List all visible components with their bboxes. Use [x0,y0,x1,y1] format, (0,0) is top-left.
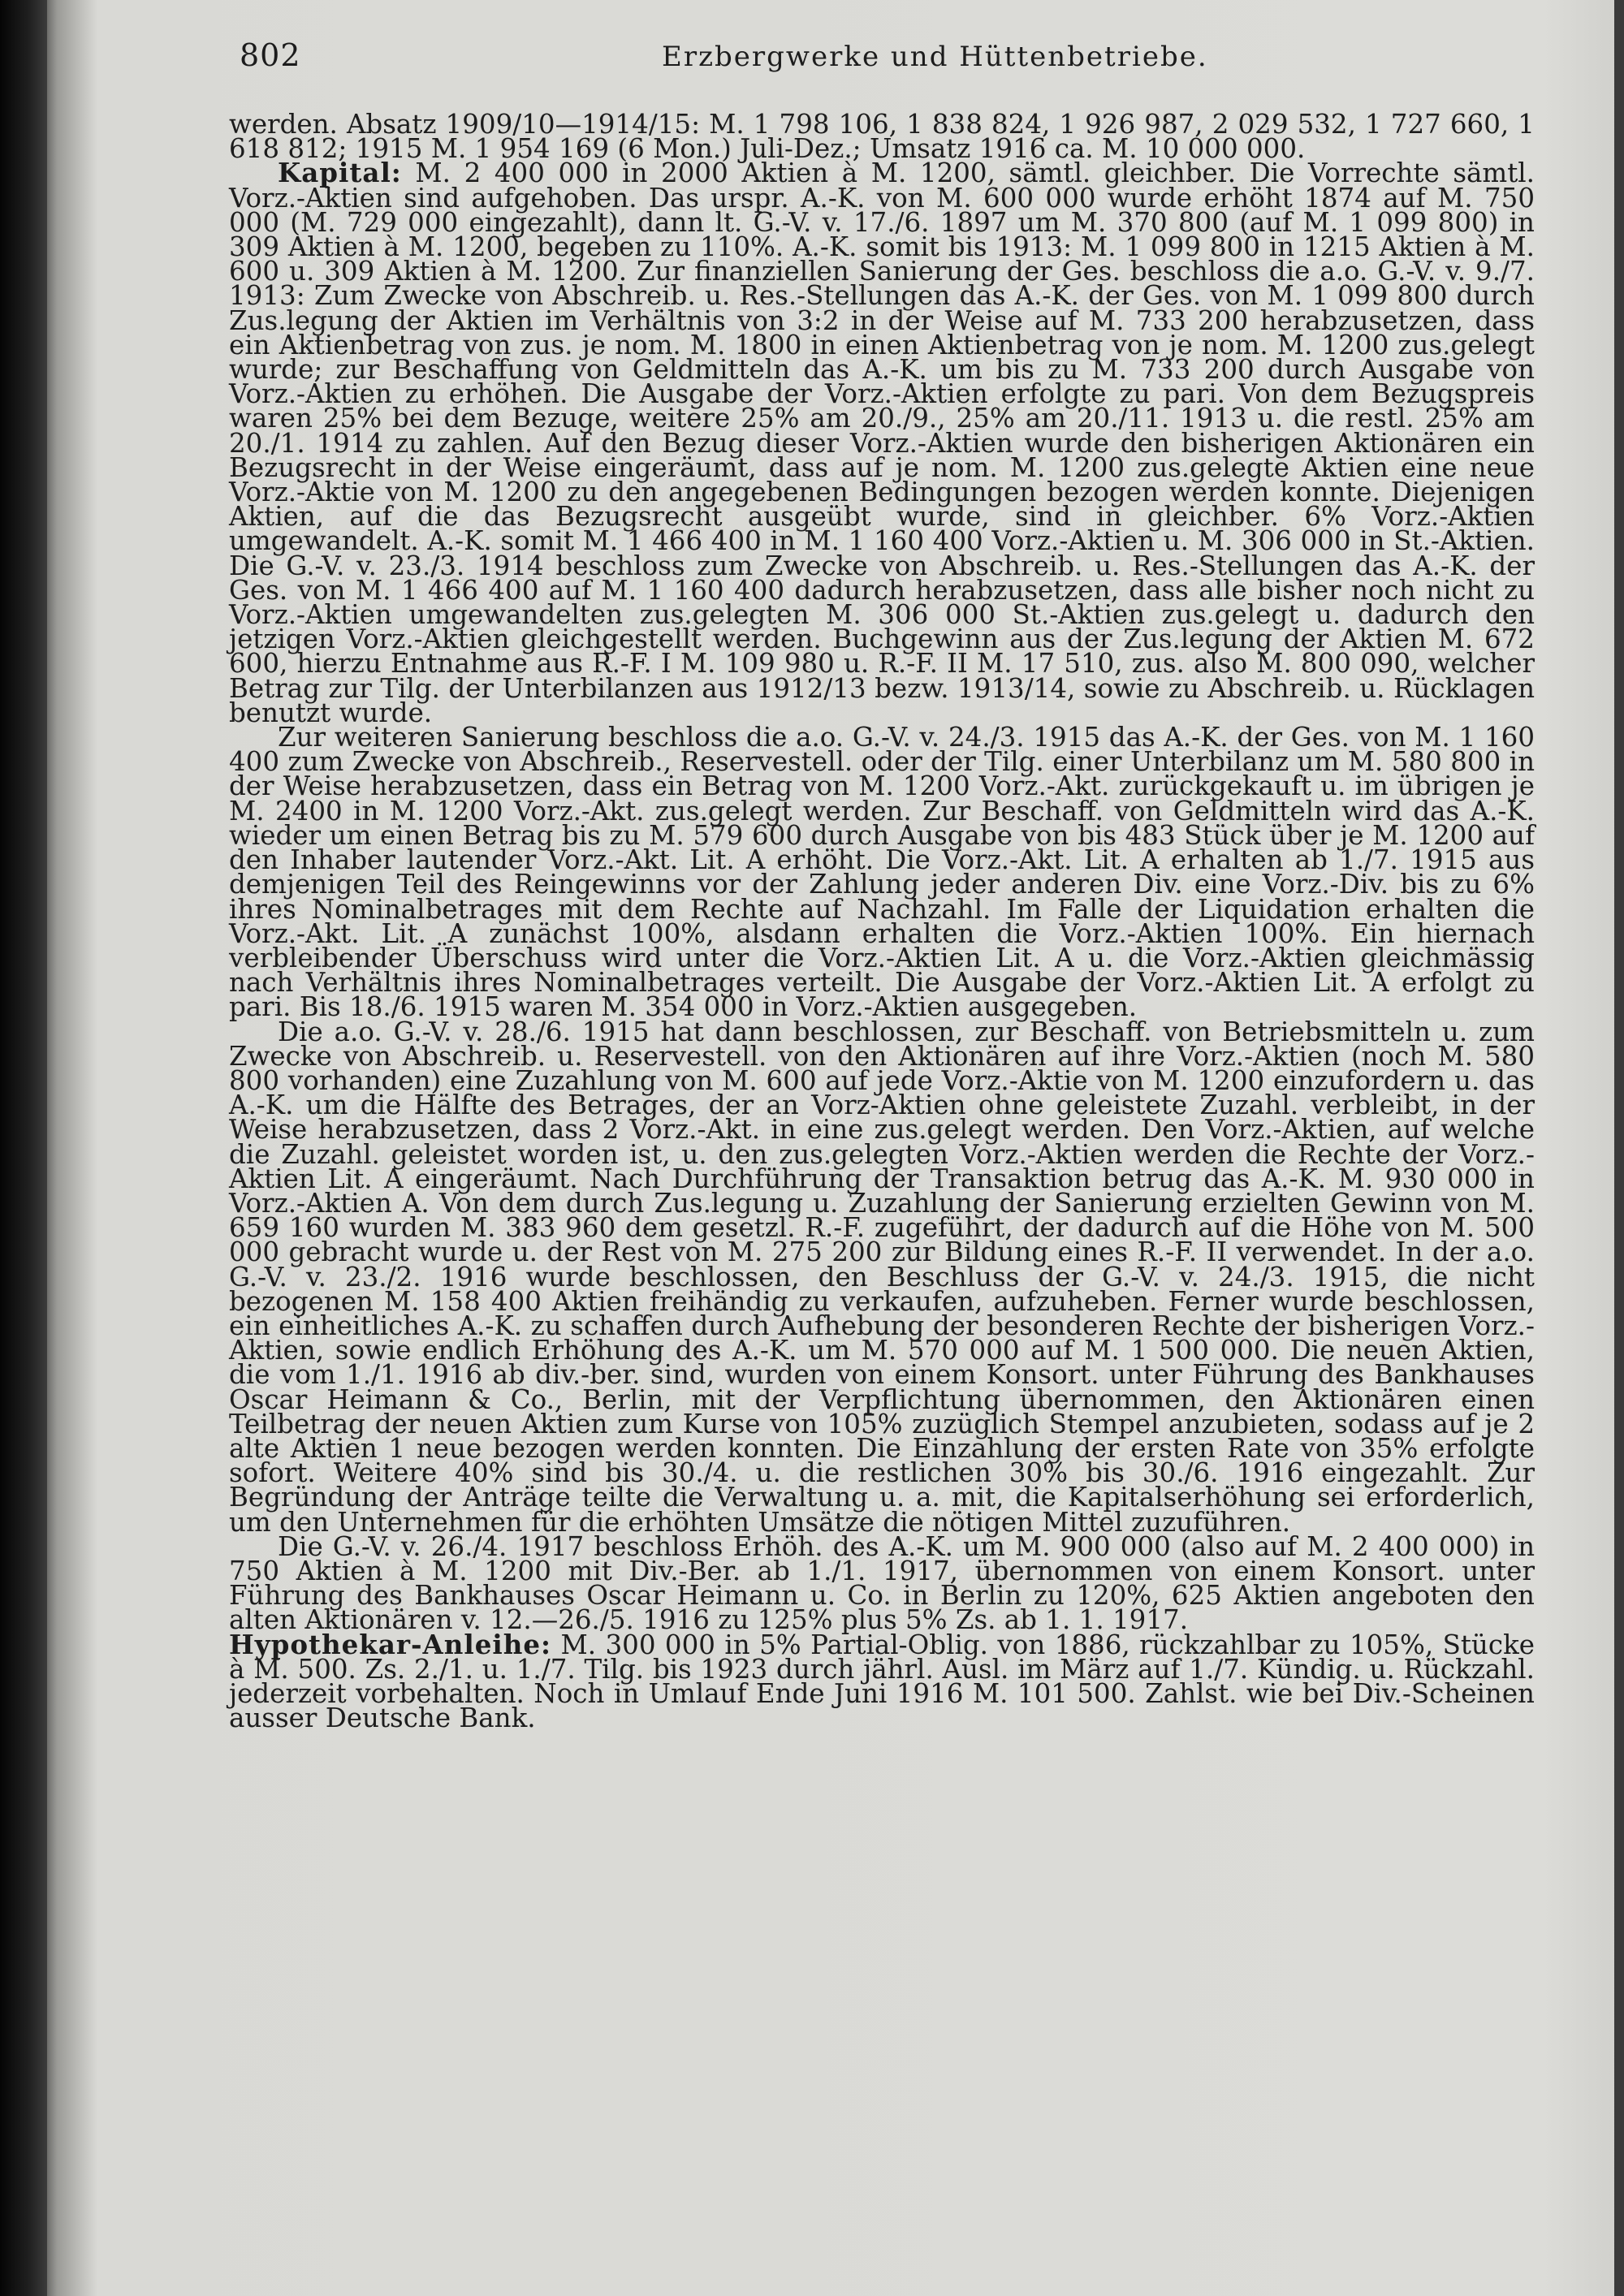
page-number: 802 [240,37,301,73]
paragraph-text: Die G.-V. v. 26./4. 1917 beschloss Erhöh. des A.-K. um M. 900 000 (also auf M. 2 400 000) in 750 Aktien à M. 1200 mit Div.-Ber. ab 1./1. 1917, übernommen von einem Konsort. unter Führung des Bankhauses Oscar Heimann u. Co. in Berlin zu 120%, 625 Aktien angeboten den alten Aktionären v. 12.—26./5. 1916 zu 125% plus 5% Zs. ab 1. 1. 1917. [229,1530,1535,1636]
book-spine-shadow [0,0,47,2296]
running-title: Erzbergwerke und Hüttenbetriebe. [662,41,1208,73]
section-heading-kapital: Kapital: [278,157,402,189]
page-header [240,37,1531,86]
paragraph-gv-1917 [229,1530,1535,1636]
paragraph-gv-1915-06 [229,1016,1535,1538]
paragraph-text: M. 2 400 000 in 2000 Aktien à M. 1200, sämtl. gleichber. Die Vorrechte sämtl. Vorz.-Aktien sind aufgehoben. Das urspr. A.-K. von M. 600 000 wurde erhöht 1874 auf M. 750 000 (M. 729 000 eingezahlt), dann lt. G.-V. v. 17./6. 1897 um M. 370 800 (auf M. 1 099 800) in 309 Aktien à M. 1200, begeben zu 110%. A.-K. somit bis 1913: M. 1 099 800 in 1215 Aktien à M. 600 u. 309 Aktien à M. 1200. Zur finanziellen Sanierung der Ges. beschloss die a.o. G.-V. v. 9./7. 1913: Zum Zwecke von Abschreib. u. Res.-Stellungen das A.-K. der Ges. von M. 1 099 800 durch Zus.legung der Aktien im Verhältnis von 3:2 in der Weise auf M. 733 200 herabzusetzen, dass ein Aktienbetrag von zus. je nom. M. 1800 in einen Aktienbetrag von je nom. M. 1200 zus.gelegt wurde; zur Beschaffung von Geldmitteln das A.-K. um bis zu M. 733 200 durch Ausgabe von Vorz.-Aktien zu erhöhen. Die Ausgabe der Vorz.-Aktien erfolgte zu pari. Von dem Bezugspreis waren 25% bei dem Bezuge, weitere 25% am 20./9., 25% am 20./11. 1913 u. die restl. 25% am 20./1. 1914 zu zahlen. Auf den Bezug dieser Vorz.-Aktien wurde den bisherigen Aktionären ein Bezugsrecht in der Weise eingeräumt, dass auf je nom. M. 1200 zus.gelegte Aktien eine neue Vorz.-Aktie von M. 1200 zu den angegebenen Bedingungen bezogen werden konnte. Diejenigen Aktien, auf die das Bezugsrecht ausgeübt wurde, sind in gleichber. 6% Vorz.-Aktien umgewandelt. A.-K. somit M. 1 466 400 in M. 1 160 400 Vorz.-Aktien u. M. 306 000 in St.-Aktien. Die G.-V. v. 23./3. 1914 beschloss zum Zwecke von Abschreib. u. Res.-Stellungen das A.-K. der Ges. von M. 1 466 400 auf M. 1 160 400 dadurch herabzusetzen, dass alle bisher noch nicht zu Vorz.-Aktien umgewandelten zus.gelegten M. 306 000 St.-Aktien zus.gelegt u. dadurch den jetzigen Vorz.-Aktien gleichgestellt werden. Buchgewinn aus der Zus.legung der Aktien M. 672 600, hierzu Entnahme aus R.-F. I M. 109 980 u. R.-F. II M. 17 510, zus. also M. 800 090, welcher Betrag zur Tilg. der Unterbilanzen aus 1912/13 bezw. 1913/14, sowie zu Abschreib. u. Rücklagen benutzt wurde. [229,158,1535,728]
paragraph-hypothekar-anleihe [229,1628,1535,1734]
facing-page-edge [1614,0,1624,2296]
section-heading-hypothekar: Hypothekar-Anleihe: [229,1628,552,1660]
paragraph-text: Zur weiteren Sanierung beschloss die a.o. G.-V. v. 24./3. 1915 das A.-K. der Ges. von M. 1 160 400 zum Zwecke von Abschreib., Reservestell. oder der Tilg. einer Unterbilanz um M. 580 800 in der Weise herabzusetzen, dass ein Betrag von M. 1200 Vorz.-Akt. zurückgekauft u. im übrigen je M. 2400 in M. 1200 Vorz.-Akt. zus.gelegt werden. Zur Beschaff. von Geldmitteln wird das A.-K. wieder um einen Betrag bis zu M. 579 600 durch Ausgabe von bis 483 Stück über je M. 1200 auf den Inhaber lautender Vorz.-Akt. Lit. A erhöht. Die Vorz.-Akt. Lit. A erhalten ab 1./7. 1915 aus demjenigen Teil des Reingewinns vor der Zahlung jeder anderen Div. eine Vorz.-Div. bis zu 6% ihres Nominalbetrages mit dem Rechte auf Nachzahl. Im Falle der Liquidation erhalten die Vorz.-Akt. Lit. A zunächst 100%, alsdann erhalten die Vorz.-Aktien 100%. Ein hiernach verbleibender Überschuss wird unter die Vorz.-Aktien Lit. A u. die Vorz.-Aktien gleichmässig nach Verhältnis ihres Nominalbetrages verteilt. Die Ausgabe der Vorz.-Aktien Lit. A erfolgt zu pari. Bis 18./6. 1915 waren M. 354 000 in Vorz.-Aktien ausgegeben. [229,722,1535,1023]
paragraph-absatz [229,109,1535,165]
paragraph-text: Die a.o. G.-V. v. 28./6. 1915 hat dann beschlossen, zur Beschaff. von Betriebsmitteln u. zum Zwecke von Abschreib. u. Reservestell. von den Aktionären auf ihre Vorz.-Aktien (noch M. 580 800 vorhanden) eine Zuzahlung von M. 600 auf jede Vorz.-Aktie von M. 1200 einzufordern u. das A.-K. um die Hälfte des Betrages, der an Vorz-Aktien ohne geleistete Zuzahl. verbleibt, in der Weise herabzusetzen, dass 2 Vorz.-Akt. in eine zus.gelegt werden. Den Vorz.-Aktien, auf welche die Zuzahl. geleistet worden ist, u. den zus.gelegten Vorz.-Aktien werden die Rechte der Vorz.-Aktien Lit. A eingeräumt. Nach Durchführung der Transaktion betrug das A.-K. M. 930 000 in Vorz.-Aktien A. Von dem durch Zus.legung u. Zuzahlung der Sanierung erzielten Gewinn von M. 659 160 wurden M. 383 960 dem gesetzl. R.-F. zugeführt, der dadurch auf die Höhe von M. 500 000 gebracht wurde u. der Rest von M. 275 200 zur Bildung eines R.-F. II verwendet. In der a.o. G.-V. v. 23./2. 1916 wurde beschlossen, den Beschluss der G.-V. v. 24./3. 1915, die nicht bezogenen M. 158 400 Aktien freihändig zu verkaufen, aufzuheben. Ferner wurde beschlossen, ein einheitliches A.-K. zu schaffen durch Aufhebung der besonderen Rechte der bisherigen Vorz.-Aktien, sowie endlich Erhöhung des A.-K. um M. 570 000 auf M. 1 500 000. Die neuen Aktien, die vom 1./1. 1916 ab div.-ber. sind, wurden von einem Konsort. unter Führung des Bankhauses Oscar Heimann & Co., Berlin, mit der Verpflichtung übernommen, den Aktionären einen Teilbetrag der neuen Aktien zum Kurse von 105% zuzüglich Stempel anzubieten, sodass auf je 2 alte Aktien 1 neue bezogen werden konnten. Die Einzahlung der ersten Rate von 35% erfolgte sofort. Weitere 40% sind bis 30./4. u. die restlichen 30% bis 30./6. 1916 eingezahlt. Zur Begründung der Anträge teilte die Verwaltung u. a. mit, die Kapitalserhöhung sei erforderlich, um den Unternehmen für die erhöhten Umsätze die nötigen Mittel zuzuführen. [229,1016,1535,1538]
body-text [229,109,1535,1734]
paragraph-text: M. 300 000 in 5% Partial-Oblig. von 1886, rückzahlbar zu 105%, Stücke à M. 500. Zs. 2./1. u. 1./7. Tilg. bis 1923 durch jährl. Ausl. im März auf 1./7. Kündig. u. Rückzahl. jederzeit vorbehalten. Noch in Umlauf Ende Juni 1916 M. 101 500. Zahlst. wie bei Div.-Scheinen ausser Deutsche Bank. [229,1629,1535,1734]
paragraph-kapital [229,157,1535,728]
paragraph-sanierung-1915 [229,722,1535,1023]
paragraph-text: werden. Absatz 1909/10—1914/15: M. 1 798 106, 1 838 824, 1 926 987, 2 029 532, 1 727 660, 1 618 812; 1915 M. 1 954 169 (6 Mon.) Juli-Dez.; Umsatz 1916 ca. M. 10 000 000. [229,109,1535,165]
